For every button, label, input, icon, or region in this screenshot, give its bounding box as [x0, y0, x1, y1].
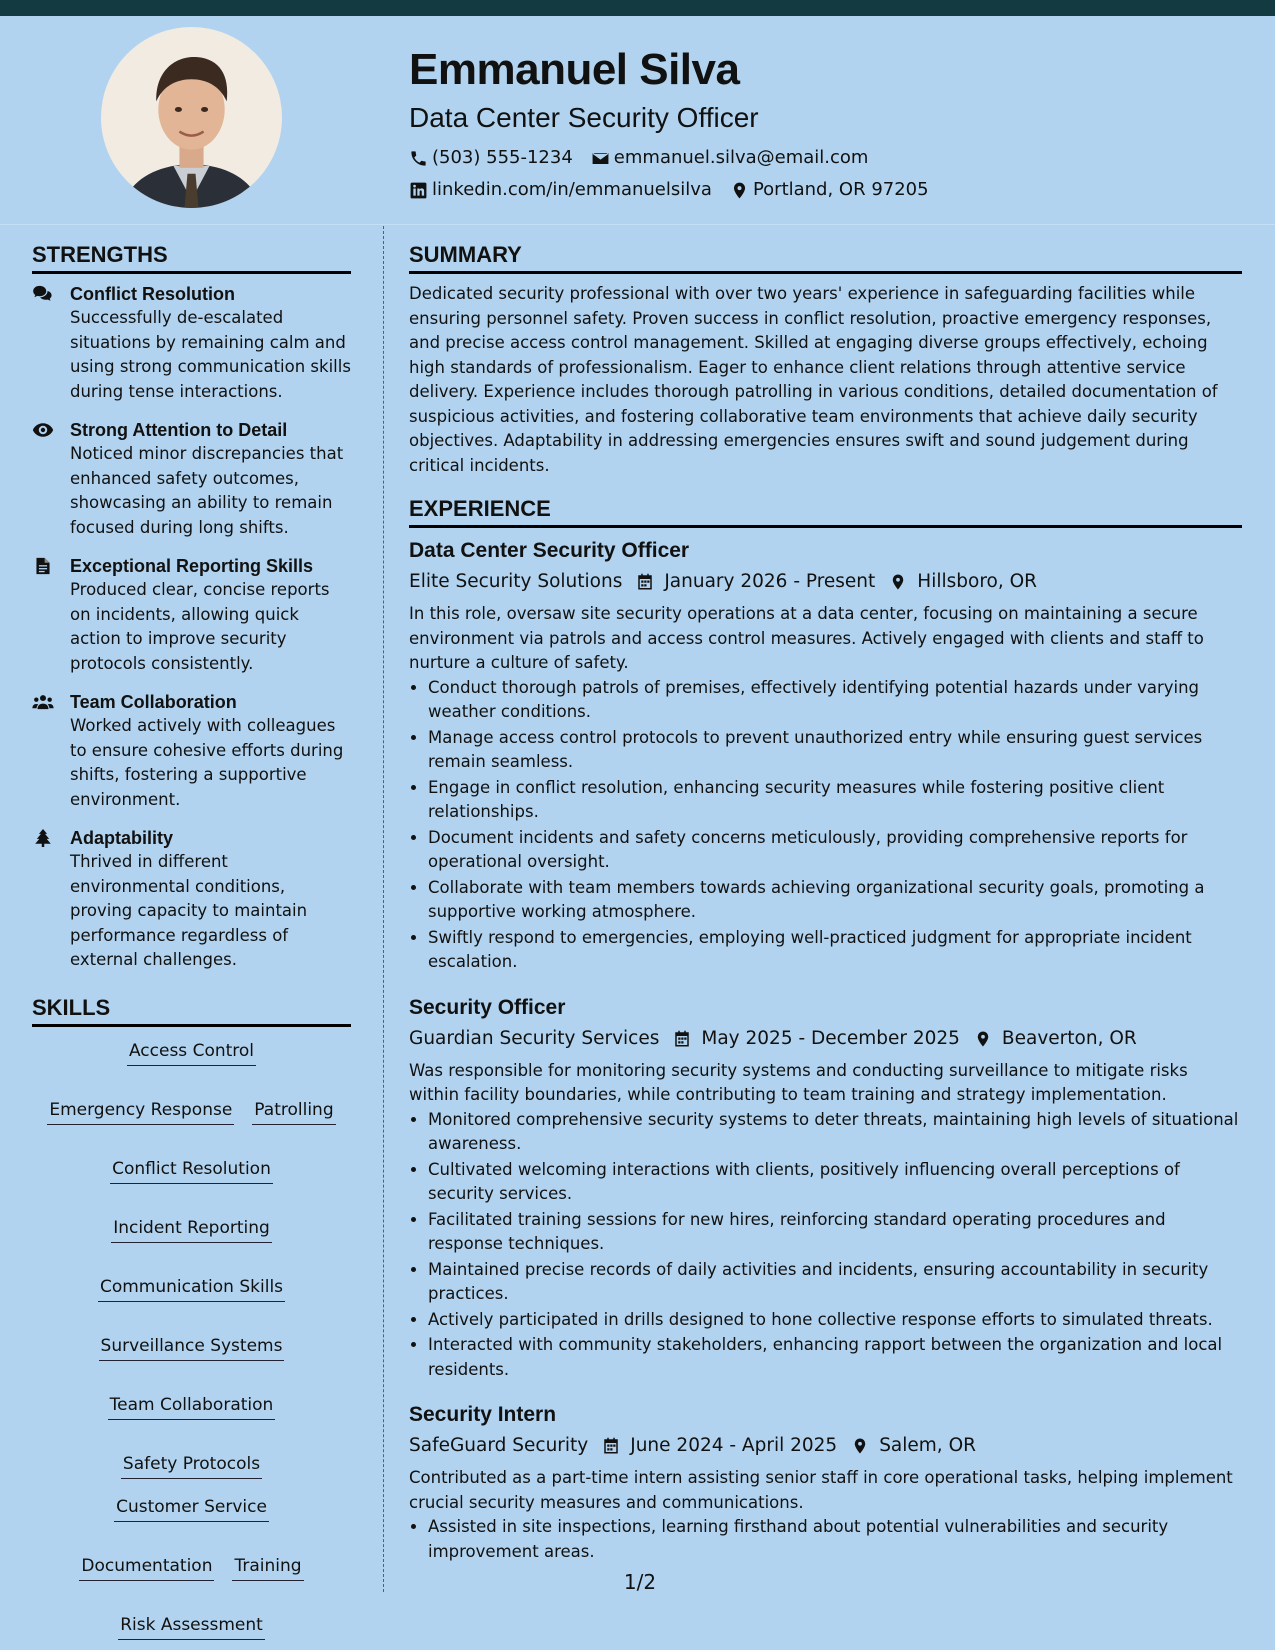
strength-text: Produced clear, concise reports on incidents, allowing quick action to improve security protocols consistently.: [70, 580, 330, 673]
job-bullet: • Actively participated in drills designed to hone collective response efforts to simulated threats.: [428, 1308, 1242, 1333]
left-column: [32, 240, 351, 1640]
linkedin-icon: [409, 181, 428, 200]
linkedin-url: linkedin.com/in/emmanuelsilva: [432, 179, 712, 200]
document-icon: [32, 557, 54, 575]
skill-tag: Safety Protocols: [121, 1452, 262, 1479]
email-contact[interactable]: [591, 142, 869, 174]
job-bullet: • Assisted in site inspections, learning firsthand about potential vulnerabilities and security improvement areas.: [428, 1515, 1242, 1564]
job-bullets: [409, 676, 1242, 975]
skill-tag: Documentation: [79, 1554, 214, 1581]
job-dates: May 2025 - December 2025: [701, 1027, 960, 1049]
job-company: SafeGuard Security: [409, 1435, 589, 1456]
job-meta: [409, 566, 1242, 598]
page-indicator: 1/2: [623, 1570, 657, 1594]
job-company: Elite Security Solutions: [409, 571, 623, 592]
job-bullets: [409, 1108, 1242, 1383]
job-entry: [409, 993, 1242, 1383]
skill-tag: Patrolling: [252, 1098, 335, 1125]
top-accent-bar: [0, 0, 1275, 16]
skills-list: [32, 1035, 351, 1640]
calendar-icon: [673, 1030, 691, 1048]
strength-item: [32, 282, 351, 404]
strength-title: Strong Attention to Detail: [70, 420, 288, 440]
skill-tag: Emergency Response: [47, 1098, 234, 1125]
chat-bubbles-icon: [32, 285, 54, 303]
job-bullet: • Swiftly respond to emergencies, employing well-practiced judgment for appropriate incident escalation.: [428, 926, 1242, 975]
strength-text: Noticed minor discrepancies that enhanced safety outcomes, showcasing an ability to remain focused during long shifts.: [70, 444, 344, 537]
job-description: Contributed as a part-time intern assisting senior staff in core operational tasks, helping implement crucial security measures and communications.: [409, 1468, 1233, 1512]
job-company: Guardian Security Services: [409, 1027, 660, 1049]
candidate-title: Data Center Security Officer: [409, 102, 759, 133]
strength-item: [32, 826, 351, 973]
location-contact: [730, 174, 929, 206]
job-title: Data Center Security Officer: [409, 539, 690, 562]
job-bullet: • Collaborate with team members towards achieving organizational security goals, promoting a supportive working atmosphere.: [428, 876, 1242, 925]
experience-heading: EXPERIENCE: [409, 494, 1242, 528]
contact-info: [409, 142, 1249, 206]
job-dates: January 2026 - Present: [664, 571, 876, 592]
profile-photo-illustration: [101, 27, 282, 208]
job-title: Security Intern: [409, 1403, 557, 1426]
map-pin-icon: [851, 1437, 869, 1455]
phone-icon: [409, 149, 428, 168]
strength-title: Exceptional Reporting Skills: [70, 556, 314, 576]
header-divider: [0, 224, 1275, 225]
eye-icon: [32, 421, 54, 439]
job-entry: [409, 536, 1242, 975]
map-pin-icon: [889, 573, 907, 591]
job-meta: [409, 1430, 1242, 1462]
right-column: [409, 240, 1242, 1582]
job-title: Security Officer: [409, 995, 566, 1019]
job-bullet: • Manage access control protocols to prevent unauthorized entry while ensuring guest services remain seamless.: [428, 726, 1242, 775]
job-dates: June 2024 - April 2025: [630, 1435, 838, 1456]
skill-tag: Team Collaboration: [108, 1393, 276, 1420]
location-text: Portland, OR 97205: [752, 179, 929, 200]
job-location: Salem, OR: [879, 1435, 976, 1456]
skill-tag: Conflict Resolution: [110, 1157, 273, 1184]
map-pin-icon: [974, 1030, 992, 1048]
profile-photo: [101, 27, 282, 208]
job-location: Beaverton, OR: [1001, 1027, 1137, 1049]
strength-text: Thrived in different environmental conditions, proving capacity to maintain performance regardless of external challenges.: [70, 852, 308, 969]
column-divider: [383, 226, 384, 1592]
job-bullet: • Conduct thorough patrols of premises, effectively identifying potential hazards under varying weather conditions.: [428, 676, 1242, 725]
job-bullet: • Document incidents and safety concerns meticulously, providing comprehensive reports for operational oversight.: [428, 826, 1242, 875]
strength-title: Team Collaboration: [70, 692, 237, 712]
skill-tag: Risk Assessment: [118, 1613, 265, 1640]
strength-title: Adaptability: [70, 828, 174, 848]
strength-item: [32, 690, 351, 812]
strength-text: Successfully de-escalated situations by remaining calm and using strong communication skills during tense interactions.: [70, 308, 351, 401]
summary-text: Dedicated security professional with over two years' experience in safeguarding facilities while ensuring personnel safety. Proven success in conflict resolution, proactive emergency responses, and precise access control management. Skilled at engaging diverse groups effectively, echoing high standards of professionalism. Eager to enhance client relations through attentive service delivery. Experience includes thorough patrolling in various conditions, detailed documentation of suspicious activities, and fostering collaborative team environments that achieve daily security objectives. Adaptability in addressing emergencies ensures swift and sound judgement during critical incidents.: [409, 284, 1218, 475]
skills-heading: SKILLS: [32, 993, 351, 1027]
job-entry: [409, 1400, 1242, 1564]
strength-title: Conflict Resolution: [70, 284, 235, 304]
job-description: In this role, oversaw site security operations at a data center, focusing on maintaining a secure environment via patrols and access control measures. Actively engaged with clients and staff to nurture a culture of safety.: [409, 604, 1204, 672]
job-bullets: [409, 1515, 1242, 1564]
email-address: emmanuel.silva@email.com: [613, 147, 869, 168]
map-pin-icon: [730, 181, 749, 200]
tree-icon: [32, 829, 54, 847]
job-bullet: • Cultivated welcoming interactions with clients, positively influencing overall perceptions of security services.: [428, 1158, 1242, 1207]
skill-tag: Training: [232, 1554, 303, 1581]
strength-item: [32, 554, 351, 676]
job-meta: [409, 1023, 1242, 1055]
summary-heading: SUMMARY: [409, 240, 1242, 274]
calendar-icon: [636, 573, 654, 591]
skill-tag: Surveillance Systems: [99, 1334, 285, 1361]
linkedin-contact[interactable]: [409, 174, 712, 206]
strength-text: Worked actively with colleagues to ensure cohesive efforts during shifts, fostering a supportive environment.: [70, 716, 344, 809]
skill-tag: Incident Reporting: [111, 1216, 272, 1243]
phone-contact[interactable]: [409, 142, 573, 174]
skill-tag: Customer Service: [114, 1495, 269, 1522]
people-group-icon: [32, 693, 54, 711]
candidate-name: Emmanuel Silva: [409, 45, 740, 94]
resume-header: [409, 40, 1249, 206]
phone-number: (503) 555-1234: [432, 147, 573, 168]
job-bullet: • Interacted with community stakeholders, enhancing rapport between the organization and local residents.: [428, 1333, 1242, 1382]
strength-item: [32, 418, 351, 540]
job-bullet: • Monitored comprehensive security systems to deter threats, maintaining high levels of situational awareness.: [428, 1108, 1242, 1157]
skill-tag: Communication Skills: [98, 1275, 285, 1302]
envelope-icon: [591, 149, 610, 168]
strengths-heading: STRENGTHS: [32, 240, 351, 274]
skill-tag: Access Control: [127, 1039, 256, 1066]
job-description: Was responsible for monitoring security systems and conducting surveillance to mitigate risks within facility boundaries, while contributing to team training and strategy implementation.: [409, 1060, 1188, 1104]
job-bullet: • Facilitated training sessions for new hires, reinforcing standard operating procedures and response techniques.: [428, 1208, 1242, 1257]
calendar-icon: [602, 1437, 620, 1455]
job-bullet: • Maintained precise records of daily activities and incidents, ensuring accountability in security practices.: [428, 1258, 1242, 1307]
job-bullet: • Engage in conflict resolution, enhancing security measures while fostering positive client relationships.: [428, 776, 1242, 825]
job-location: Hillsboro, OR: [917, 571, 1038, 592]
